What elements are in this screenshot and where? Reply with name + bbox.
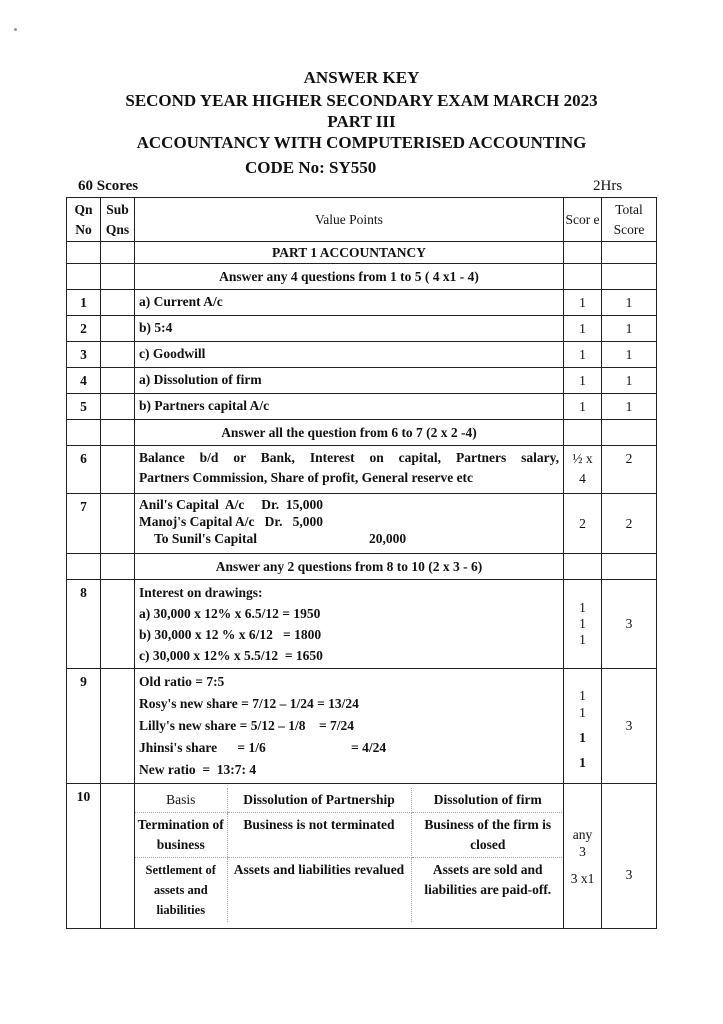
q9-score-d: 1 <box>579 755 586 770</box>
comparison-row <box>135 858 564 923</box>
q9-score-a: 1 <box>579 688 586 703</box>
q9-line3: Lilly's new share = 5/12 – 1/8 = 7/24 <box>139 718 355 733</box>
q7-line3-amount: 20,000 <box>369 531 407 546</box>
firm-settlement: Assets are sold and liabilities are paid-off. <box>424 862 552 897</box>
q8-score-c: 1 <box>579 632 586 647</box>
comparison-row <box>135 813 564 858</box>
partnership-termination: Business is not terminated <box>227 813 411 858</box>
scores-label: 60 Scores <box>78 178 139 194</box>
table-row <box>67 394 657 420</box>
firm-termination: Business of the firm is closed <box>411 813 564 858</box>
score-4: 1 <box>564 368 602 394</box>
q10-score-c: 3 x1 <box>570 871 595 886</box>
q6-line1: Balance b/d or Bank, Interest on capital, Partners salary, <box>139 450 559 465</box>
answer-5: b) Partners capital A/c <box>135 394 564 420</box>
total-5: 1 <box>602 394 657 420</box>
qn-8: 8 <box>67 580 101 669</box>
q10-total: 3 <box>602 784 657 929</box>
col-sub: Sub Qns <box>101 198 135 242</box>
header-row <box>67 198 657 242</box>
answer-2: b) 5:4 <box>135 316 564 342</box>
q7-line2: Manoj's Capital A/c Dr. 5,000 <box>139 514 324 529</box>
qn-1: 1 <box>67 290 101 316</box>
q9-line5: New ratio = 13:7: 4 <box>139 762 257 777</box>
table-row <box>67 446 657 494</box>
table-row <box>67 342 657 368</box>
doc-title: ANSWER KEY <box>303 68 420 87</box>
q9-line1: Old ratio = 7:5 <box>139 674 225 689</box>
total-4: 1 <box>602 368 657 394</box>
q8-line2: a) 30,000 x 12% x 6.5/12 = 1950 <box>139 606 321 621</box>
total-3: 1 <box>602 342 657 368</box>
q7-score: 2 <box>564 494 602 554</box>
qn-9: 9 <box>67 669 101 784</box>
q8-total: 3 <box>602 580 657 669</box>
q9-total: 3 <box>602 669 657 784</box>
q8-line3: b) 30,000 x 12 % x 6/12 = 1800 <box>139 627 322 642</box>
basis-header: Basis <box>135 788 227 813</box>
q8-line1: Interest on drawings: <box>139 585 263 600</box>
q9-score-c: 1 <box>579 730 586 745</box>
part-title: PART III <box>327 112 396 131</box>
basis-settlement: Settlement of assets and liabilities <box>145 863 216 917</box>
col-score: Scor e <box>564 198 602 242</box>
qn-10: 10 <box>67 784 101 929</box>
section2-heading: Answer all the question from 6 to 7 (2 x 2 -4) <box>135 420 564 446</box>
col-value: Value Points <box>135 198 564 242</box>
q8-score-a: 1 <box>579 600 586 615</box>
table-row <box>67 368 657 394</box>
answer-1: a) Current A/c <box>135 290 564 316</box>
firm-header: Dissolution of firm <box>411 788 564 813</box>
qn-4: 4 <box>67 368 101 394</box>
total-1: 1 <box>602 290 657 316</box>
q6-score-a: ½ x <box>572 451 593 466</box>
section3-heading: Answer any 2 questions from 8 to 10 (2 x 3 - 6) <box>135 554 564 580</box>
q7-line1: Anil's Capital A/c Dr. 15,000 <box>139 497 324 512</box>
q8-score-b: 1 <box>579 616 586 631</box>
col-total: Total Score <box>602 198 657 242</box>
part1-heading: PART 1 ACCOUNTANCY <box>135 242 564 264</box>
q6-line2: Partners Commission, Share of profit, General reserve etc <box>139 470 474 485</box>
score-1: 1 <box>564 290 602 316</box>
q8-line4: c) 30,000 x 12% x 5.5/12 = 1650 <box>139 648 323 663</box>
q7-line3: To Sunil's Capital <box>154 531 258 546</box>
score-5: 1 <box>564 394 602 420</box>
q9-line2: Rosy's new share = 7/12 – 1/24 = 13/24 <box>139 696 359 711</box>
section-row <box>67 420 657 446</box>
section-row <box>67 264 657 290</box>
q9-score-b: 1 <box>579 705 586 720</box>
q9-line4: Jhinsi's share = 1/6 <box>139 740 266 755</box>
comparison-header <box>135 788 564 813</box>
partnership-settlement: Assets and liabilities revalued <box>227 858 411 923</box>
section1-heading: Answer any 4 questions from 1 to 5 ( 4 x1 - 4) <box>135 264 564 290</box>
total-2: 1 <box>602 316 657 342</box>
exam-title: SECOND YEAR HIGHER SECONDARY EXAM MARCH 2023 <box>125 91 598 110</box>
qn-3: 3 <box>67 342 101 368</box>
table-row <box>67 669 657 784</box>
table-row <box>67 290 657 316</box>
section-row <box>67 554 657 580</box>
comparison-table <box>135 788 564 922</box>
part-row <box>67 242 657 264</box>
answer-3: c) Goodwill <box>135 342 564 368</box>
q10-score-a: any <box>572 827 593 842</box>
time-label: 2Hrs <box>593 178 623 194</box>
table-row <box>67 580 657 669</box>
q6-total: 2 <box>602 446 657 494</box>
table-row <box>67 494 657 554</box>
partnership-header: Dissolution of Partnership <box>227 788 411 813</box>
answer-4: a) Dissolution of firm <box>135 368 564 394</box>
scan-speck <box>14 28 17 31</box>
qn-6: 6 <box>67 446 101 494</box>
table-row <box>67 784 657 929</box>
col-qn: Qn No <box>67 198 101 242</box>
qn-2: 2 <box>67 316 101 342</box>
q10-score-b: 3 <box>579 844 586 859</box>
code-label: CODE No: SY550 <box>245 158 377 177</box>
table-row <box>67 316 657 342</box>
q6-score-b: 4 <box>579 471 586 486</box>
basis-termination: Termination of business <box>135 813 227 858</box>
subject-title: ACCOUNTANCY WITH COMPUTERISED ACCOUNTING <box>136 133 587 152</box>
score-3: 1 <box>564 342 602 368</box>
q9-line4-result: = 4/24 <box>351 740 387 755</box>
q7-total: 2 <box>602 494 657 554</box>
answer-key-table <box>66 197 657 929</box>
score-2: 1 <box>564 316 602 342</box>
qn-5: 5 <box>67 394 101 420</box>
qn-7: 7 <box>67 494 101 554</box>
